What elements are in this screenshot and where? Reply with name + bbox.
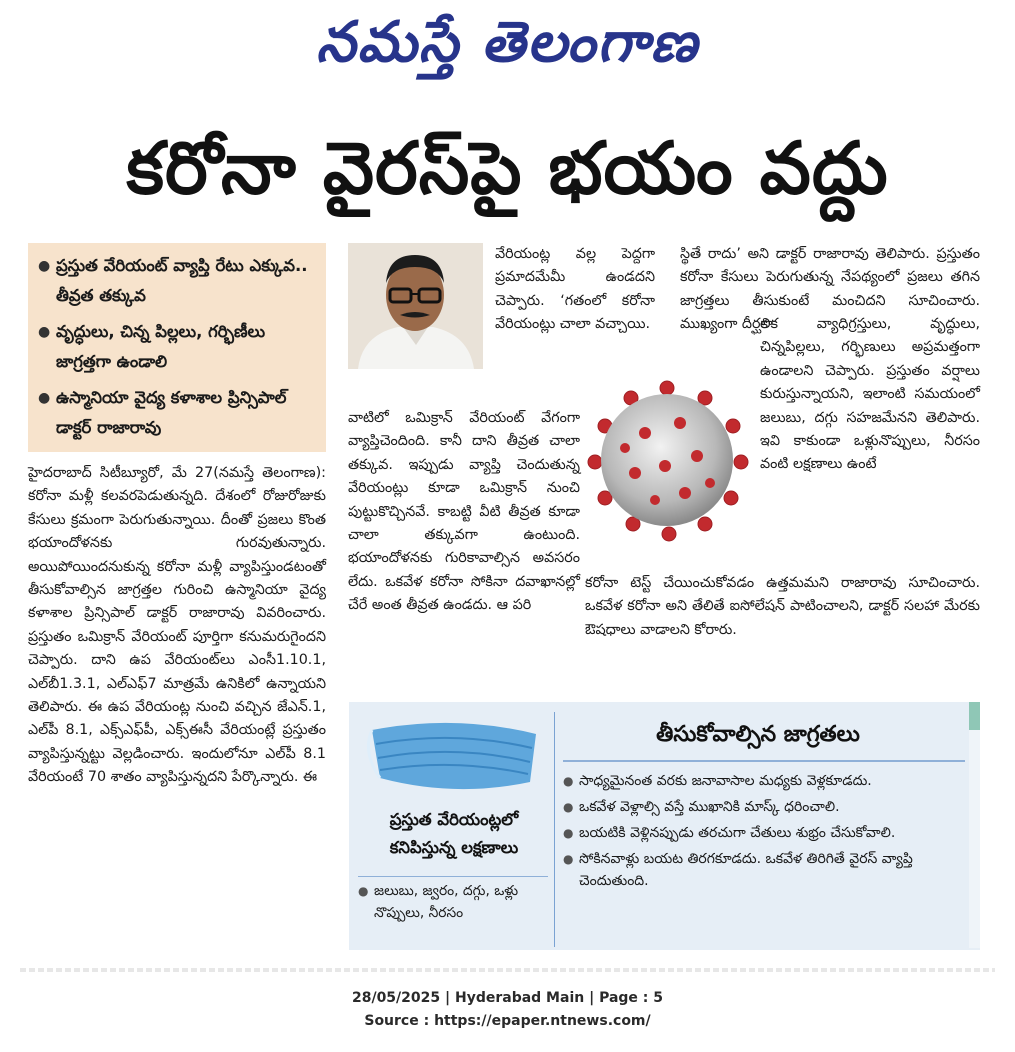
- precautions-list: [563, 770, 963, 896]
- newspaper-logo: నమస్తే తెలంగాణ: [316, 9, 699, 75]
- doctor-photo: [348, 243, 483, 369]
- bullet-icon: ●: [563, 800, 574, 814]
- precautions-title: తీసుకోవాల్సిన జాగ్రతలు: [656, 722, 860, 747]
- mask-illustration: [360, 712, 546, 802]
- scrollbar-thumb[interactable]: [969, 702, 980, 730]
- symptoms-title: ప్రస్తుత వేరియంట్లలో కనిపిస్తున్న లక్షణాలు: [389, 810, 519, 857]
- divider: [563, 760, 965, 762]
- precaution-item: ● ఒకవేళ వెళ్లాల్సి వస్తే ముఖానికి మాస్క్ ధరించాలి.: [563, 796, 963, 818]
- article-column-3-top: స్థితే రాదు’ అని డాక్టర్ రాజారావు తెలిపారు. ప్రస్తుతం కరోనా కేసులు పెరుగుతున్న నేపథ్యంలో ప్రజలు తగిన జాగ్రత్తలు తీసుకుంటే మంచిదని సూచించారు. ముఖ్యంగా దీర్ఘకా: [680, 246, 980, 333]
- precaution-item: ● సోకినవాళ్లు బయట తిరగకూడదు. ఒకవేళ తిరిగితే వైరస్ వ్యాప్తి చెందుతుంది.: [563, 848, 963, 892]
- precaution-item: ● బయటికి వెళ్లినప్పుడు తరచుగా చేతులు శుభ్రం చేసుకోవాలి.: [563, 822, 963, 844]
- scrollbar[interactable]: [969, 702, 980, 948]
- highlight-item: ● ప్రస్తుత వేరియంట్ వ్యాప్తి రేటు ఎక్కువ.. తీవ్రత తక్కువ: [38, 251, 318, 311]
- bullet-icon: ●: [563, 774, 574, 788]
- highlights-box: [28, 243, 326, 452]
- article-column-1: హైదరాబాద్ సిటీబ్యూరో, మే 27(నమస్తే తెలంగాణ): కరోనా మళ్లీ కలవరపెడుతున్నది. దేశంలో రోజురోజుకు కేసులు క్రమంగా పెరుగుతున్నాయి. దీంతో ప్రజలు కొంత భయాందోళనకు గురవుతున్నారు. అయిపోయిందనుకున్న కరోనా మళ్లీ వ్యాపిస్తుండటంతో తీసుకోవాల్సిన జాగ్రత్తల గురించి ఉస్మానియా వైద్య కళాశాల ప్రిన్సిపాల్ డాక్టర్ రాజారావు వివరించారు. ప్రస్తుతం ఒమిక్రాన్ వేరియంట్ పూర్తిగా కనుమరుగైందని చెప్పారు. దాని ఉప వేరియంట్‌లు ఎంసీ1.10.1, ఎల్‌బీ1.3.1, ఎల్‌ఎఫ్7 మాత్రమే ఉనికిలో ఉన్నాయని తెలిపారు. ఈ ఉప వేరియంట్ల నుంచి వచ్చిన జేఎన్.1, ఎల్‌పీ 8.1, ఎక్స్‌ఎఫ్‌పీ, ఎక్స్‌ఈసీ వేరియంట్లే ప్రస్తుతం వ్యాపిస్తున్నట్టు వెల్లడించారు. ఇందులోనూ ఎల్‌పీ 8.1 వేరియంటే 70 శాతం వ్యాపిస్తున్నదని పేర్కొన్నారు. ఈ: [28, 465, 326, 786]
- footer-divider: [20, 968, 995, 972]
- divider: [358, 876, 548, 877]
- precaution-item: ● సాధ్యమైనంత వరకు జనావాసాల మధ్యకు వెళ్లకూడదు.: [563, 770, 963, 792]
- masthead: [0, 4, 1015, 80]
- footer-info: 28/05/2025 | Hyderabad Main | Page : 5: [351, 990, 664, 1006]
- footer-source: Source : https://epaper.ntnews.com/: [364, 1013, 651, 1029]
- bullet-icon: ●: [38, 324, 51, 340]
- bullet-icon: ●: [563, 826, 574, 840]
- symptom-item: ● జలుబు, జ్వరం, దగ్గు, ఒళ్లు నొప్పులు, నీరసం: [358, 880, 550, 924]
- highlight-item: ● ఉస్మానియా వైద్య కళాశాల ప్రిన్సిపాల్ డాక్టర్ రాజారావు: [38, 383, 318, 443]
- article-column-2-top: వేరియంట్ల వల్ల పెద్దగా ప్రమాదమేమీ ఉండదని చెప్పారు. ‘గతంలో కరోనా వేరియంట్లు చాలా వచ్చాయి.: [495, 246, 655, 333]
- info-box-divider: [554, 712, 555, 947]
- article-column-3-wrap: లిక వ్యాధిగ్రస్తులు, వృద్ధులు, చిన్నపిల్లలు, గర్భిణులు అప్రమత్తంగా ఉండాలని చెప్పారు. ప్రస్తుతం వర్షాలు కురుస్తున్నాయని, ఇలాంటి సమయంలో జలుబు, దగ్గు సహజమేనని తెలిపారు. ఇవి కాకుండా ఒళ్లునొప్పులు, నీరసం వంటి లక్షణాలు ఉంటే: [760, 316, 980, 473]
- highlight-item: ● వృద్ధులు, చిన్న పిల్లలు, గర్భిణీలు జాగ్రత్తగా ఉండాలి: [38, 317, 318, 377]
- coronavirus-illustration: [585, 378, 750, 543]
- article-column-3-bottom: కరోనా టెస్ట్ చేయించుకోవడం ఉత్తమమని రాజారావు సూచించారు. ఒకవేళ కరోనా అని తేలితే ఐసోలేషన్ పాటించాలని, డాక్టర్ సలహా మేరకు ఔషధాలు వాడాలని కోరారు.: [585, 575, 980, 638]
- bullet-icon: ●: [38, 258, 51, 274]
- bullet-icon: ●: [358, 884, 369, 898]
- bullet-icon: ●: [563, 852, 574, 866]
- headline: కరోనా వైరస్‌పై భయం వద్దు: [126, 126, 889, 210]
- bullet-icon: ●: [38, 390, 51, 406]
- article-column-2: వాటిలో ఒమిక్రాన్ వేరియంట్ వేగంగా వ్యాప్తిచెందింది. కానీ దాని తీవ్రత చాలా తక్కువ. ఇప్పుడు వ్యాప్తి చెందుతున్న వేరియంట్లు కూడా ఒమిక్రాన్ నుంచి పుట్టుకొచ్చినవే. కాబట్టి వీటి తీవ్రత కూడా చాలా తక్కువగా ఉంటుంది. భయాందోళనకు గురికావాల్సిన అవసరం లేదు. ఒకవేళ కరోనా సోకినా దవాఖానల్లో చేరే అంత తీవ్రత ఉండదు. ఆ పరి: [348, 410, 580, 614]
